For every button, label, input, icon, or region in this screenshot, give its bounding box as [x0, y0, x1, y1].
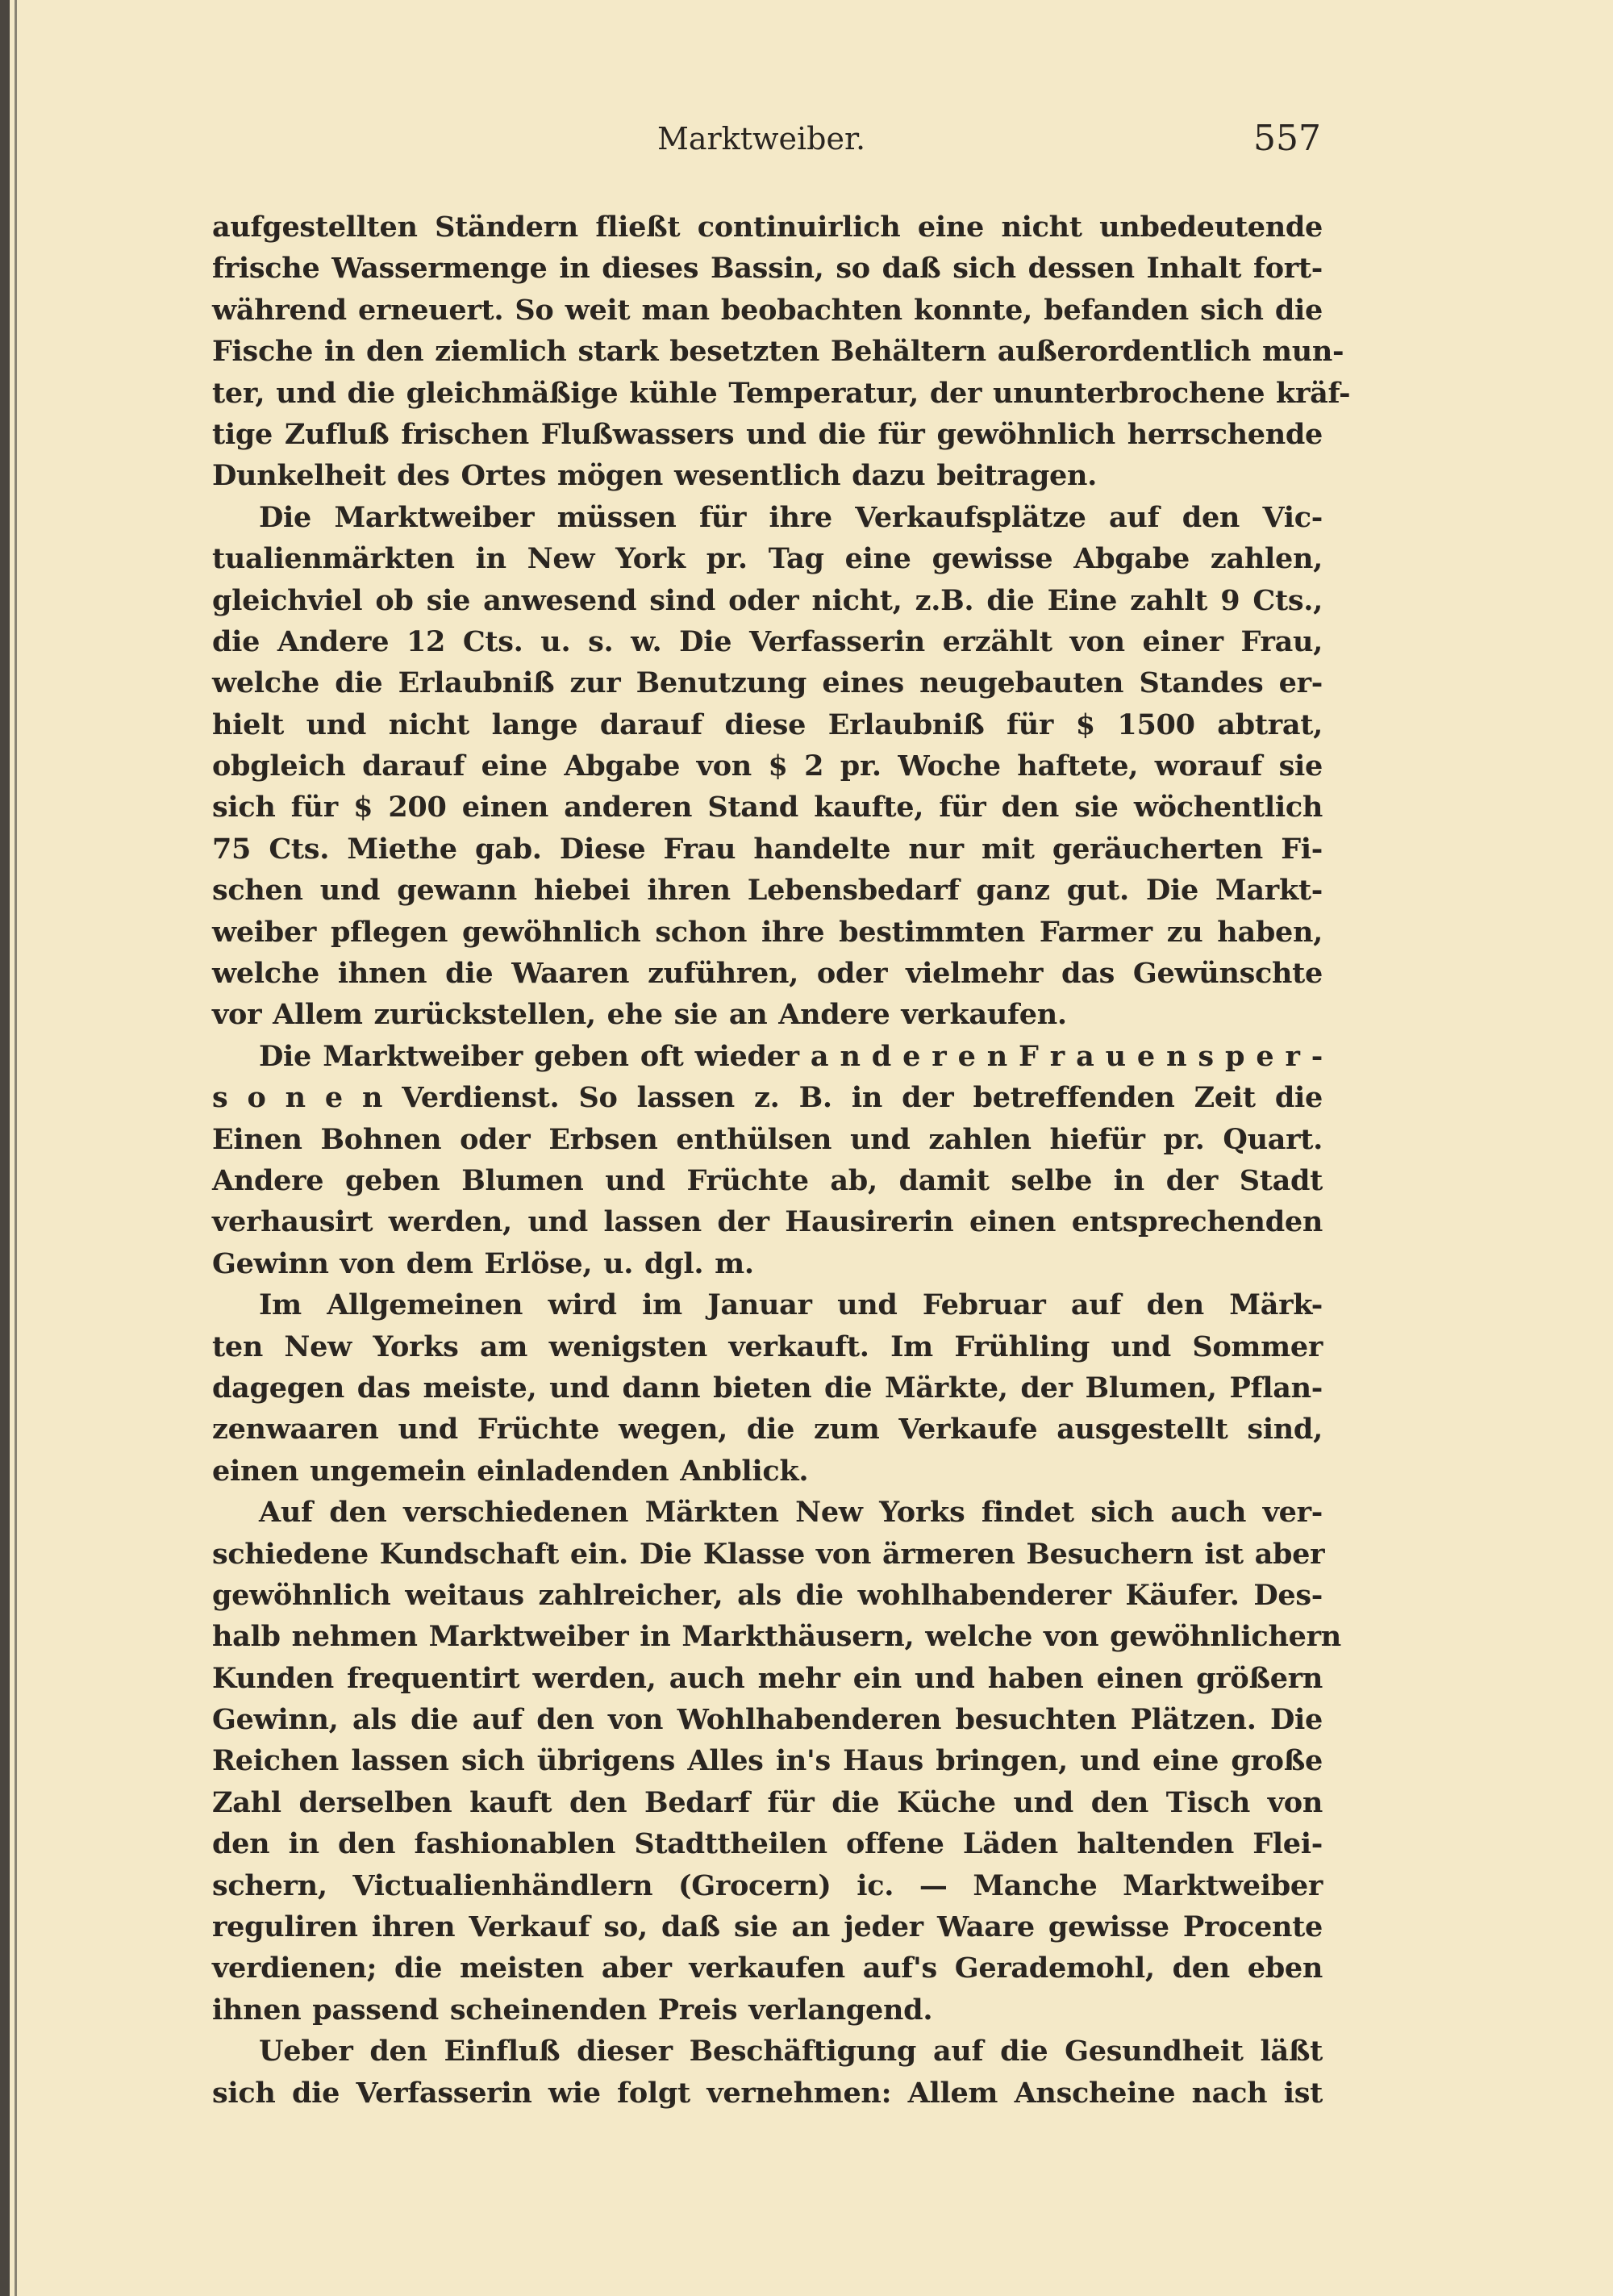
- text-line: verhausirt werden, und lassen der Hausirerin einen entsprechenden: [212, 1205, 1323, 1239]
- text-line: Reichen lassen sich übrigens Alles in's Haus bringen, und eine große: [212, 1744, 1323, 1778]
- text-line: Die Marktweiber müssen für ihre Verkaufsplätze auf den Vic-: [259, 500, 1323, 534]
- text-line: vor Allem zurückstellen, ehe sie an Andere verkaufen.: [212, 998, 1067, 1032]
- text-line: welche ihnen die Waaren zuführen, oder vielmehr das Gewünschte: [212, 957, 1323, 991]
- text-line: den in den fashionablen Stadttheilen offene Läden haltenden Flei-: [212, 1827, 1323, 1861]
- text-line: Im Allgemeinen wird im Januar und Februar auf den Märk-: [259, 1288, 1323, 1322]
- text-line: Dunkelheit des Ortes mögen wesentlich dazu beitragen.: [212, 459, 1098, 493]
- text-line: sich die Verfasserin wie folgt vernehmen: Allem Anscheine nach ist: [212, 2076, 1323, 2110]
- book-binding-edge: [0, 0, 10, 2296]
- text-line: Gewinn von dem Erlöse, u. dgl. m.: [212, 1246, 754, 1280]
- text-line: obgleich darauf eine Abgabe von $ 2 pr. Woche haftete, worauf sie: [212, 749, 1323, 783]
- text-line: Einen Bohnen oder Erbsen enthülsen und zahlen hiefür pr. Quart.: [212, 1122, 1323, 1156]
- text-line: Kunden frequentirt werden, auch mehr ein und haben einen größern: [212, 1661, 1323, 1695]
- text-line: Ueber den Einfluß dieser Beschäftigung auf die Gesundheit läßt: [259, 2035, 1323, 2068]
- text-line: verdienen; die meisten aber verkaufen auf's Gerademohl, den eben: [212, 1952, 1323, 1985]
- text-line: weiber pflegen gewöhnlich schon ihre bestimmten Farmer zu haben,: [212, 915, 1323, 949]
- text-line: frische Wassermenge in dieses Bassin, so daß sich dessen Inhalt fort-: [212, 252, 1323, 286]
- body-text: [212, 207, 1351, 2114]
- running-header-title: Marktweiber.: [656, 121, 866, 157]
- text-line: welche die Erlaubniß zur Benutzung eines neugebauten Standes er-: [212, 666, 1323, 700]
- text-line: schiedene Kundschaft ein. Die Klasse von ärmeren Besuchern ist aber: [212, 1537, 1325, 1571]
- text-line: Gewinn, als die auf den von Wohlhabenderen besuchten Plätzen. Die: [212, 1703, 1323, 1737]
- text-line: halb nehmen Marktweiber in Markthäusern, welche von gewöhnlichern: [212, 1620, 1341, 1654]
- page-number: 557: [1253, 118, 1321, 159]
- text-line: s o n e n Verdienst. So lassen z. B. in der betreffenden Zeit die: [212, 1081, 1323, 1115]
- text-line: Auf den verschiedenen Märkten New Yorks findet sich auch ver-: [259, 1496, 1323, 1530]
- text-line: einen ungemein einladenden Anblick.: [212, 1454, 809, 1488]
- text-line: aufgestellten Ständern fließt continuirlich eine nicht unbedeutende: [212, 211, 1323, 244]
- text-line: tualienmärkten in New York pr. Tag eine gewisse Abgabe zahlen,: [212, 542, 1323, 576]
- text-line: dagegen das meiste, und dann bieten die Märkte, der Blumen, Pflan-: [212, 1371, 1323, 1405]
- text-line: Fische in den ziemlich stark besetzten Behältern außerordentlich mun-: [212, 335, 1344, 369]
- text-line: 75 Cts. Miethe gab. Diese Frau handelte nur mit geräucherten Fi-: [212, 832, 1323, 866]
- text-line: Zahl derselben kauft den Bedarf für die Küche und den Tisch von: [212, 1785, 1323, 1819]
- text-line: ten New Yorks am wenigsten verkauft. Im Frühling und Sommer: [212, 1330, 1323, 1363]
- text-line: sich für $ 200 einen anderen Stand kaufte, für den sie wöchentlich: [212, 791, 1323, 824]
- text-line: tige Zufluß frischen Flußwassers und die für gewöhnlich herrschende: [212, 417, 1323, 451]
- page-edge-line: [15, 0, 17, 2296]
- text-line: gewöhnlich weitaus zahlreicher, als die wohlhabenderer Käufer. Des-: [212, 1578, 1323, 1612]
- text-line: Andere geben Blumen und Früchte ab, damit selbe in der Stadt: [212, 1163, 1323, 1197]
- text-line: schern, Victualienhändlern (Grocern) ic. — Manche Marktweiber: [212, 1868, 1323, 1902]
- text-line: gleichviel ob sie anwesend sind oder nicht, z.B. die Eine zahlt 9 Cts.,: [212, 583, 1323, 617]
- text-line: reguliren ihren Verkauf so, daß sie an jeder Waare gewisse Procente: [212, 1910, 1323, 1944]
- text-line: ihnen passend scheinenden Preis verlangend.: [212, 1993, 933, 2027]
- text-line: Die Marktweiber geben oft wieder a n d e r e n F r a u e n s p e r -: [259, 1039, 1323, 1073]
- text-line: schen und gewann hiebei ihren Lebensbedarf ganz gut. Die Markt-: [212, 874, 1323, 908]
- text-line: die Andere 12 Cts. u. s. w. Die Verfasserin erzählt von einer Frau,: [212, 624, 1323, 658]
- text-line: während erneuert. So weit man beobachten konnte, befanden sich die: [212, 293, 1323, 327]
- text-line: hielt und nicht lange darauf diese Erlaubniß für $ 1500 abtrat,: [212, 708, 1323, 741]
- text-line: zenwaaren und Früchte wegen, die zum Verkaufe ausgestellt sind,: [212, 1413, 1323, 1446]
- text-line: ter, und die gleichmäßige kühle Temperatur, der ununterbrochene kräf-: [212, 376, 1351, 410]
